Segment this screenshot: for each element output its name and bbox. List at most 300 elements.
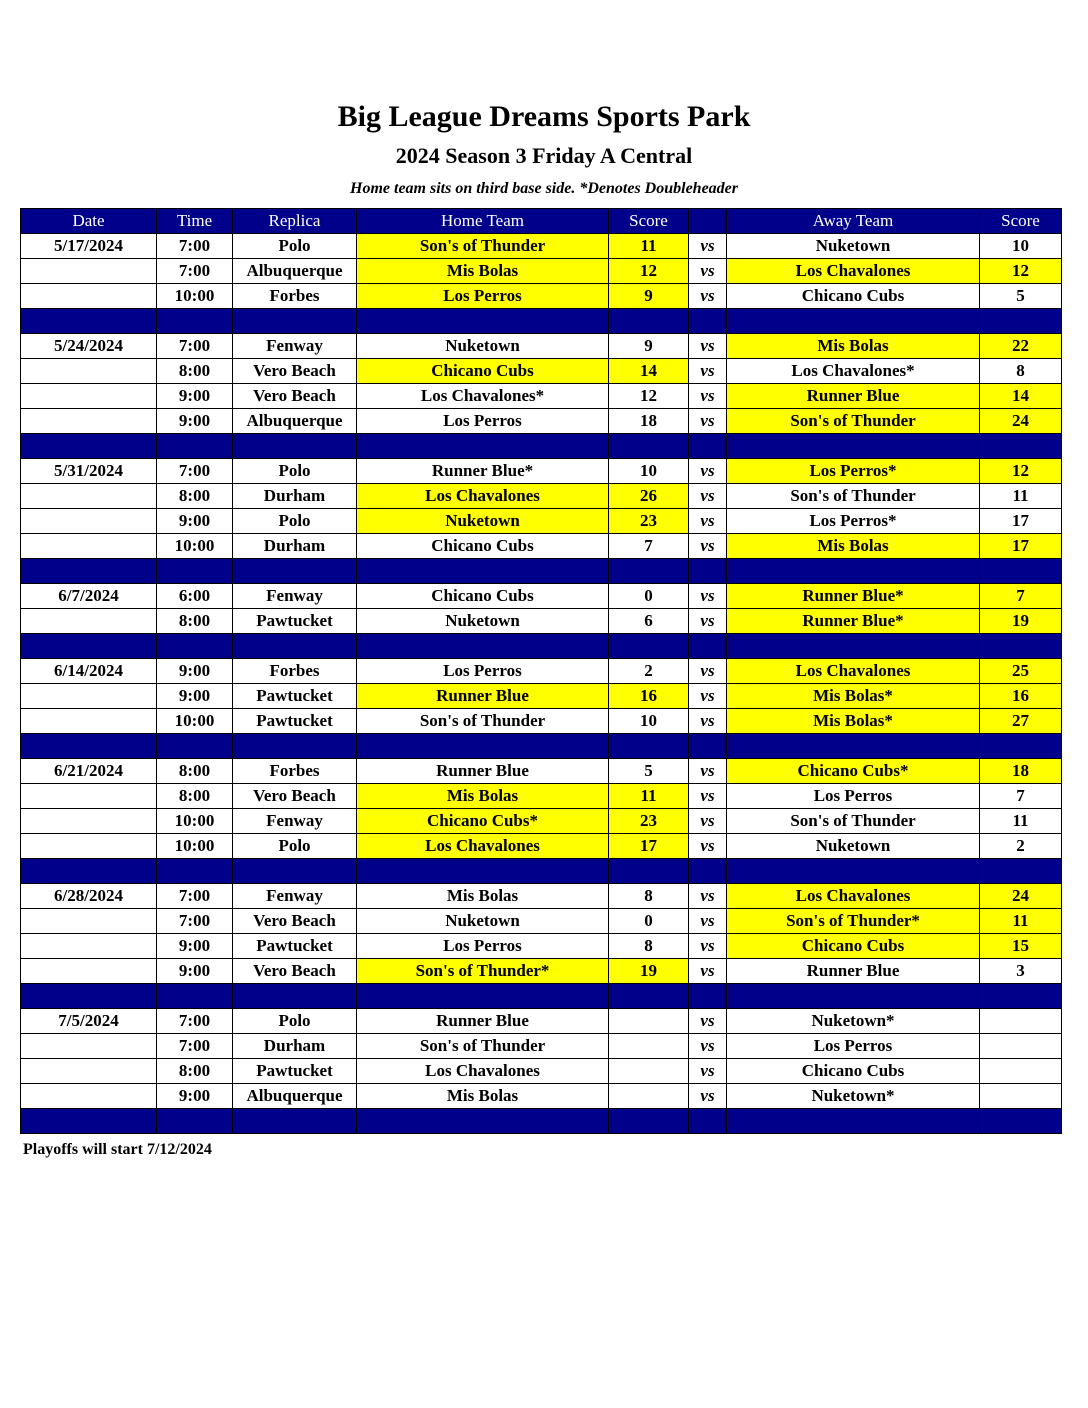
- col-home-score: Score: [609, 209, 689, 234]
- separator-cell: [157, 634, 233, 659]
- page-title: Big League Dreams Sports Park: [337, 100, 751, 133]
- home-score: [609, 1059, 689, 1084]
- game-time: 9:00: [157, 409, 233, 434]
- separator-cell: [233, 859, 357, 884]
- away-team: Los Chavalones: [727, 259, 980, 284]
- separator-cell: [21, 1109, 157, 1134]
- game-field: Polo: [233, 459, 357, 484]
- game-time: 7:00: [157, 459, 233, 484]
- away-score: 12: [980, 259, 1062, 284]
- game-field: Vero Beach: [233, 909, 357, 934]
- game-date: [21, 684, 157, 709]
- away-team: Nuketown: [727, 834, 980, 859]
- home-team: Chicano Cubs: [357, 534, 609, 559]
- versus: vs: [689, 384, 727, 409]
- separator-cell: [21, 634, 157, 659]
- away-team: Chicano Cubs*: [727, 759, 980, 784]
- away-team: Nuketown*: [727, 1084, 980, 1109]
- col-date: Date: [21, 209, 157, 234]
- versus: vs: [689, 584, 727, 609]
- game-time: 9:00: [157, 934, 233, 959]
- game-field: Pawtucket: [233, 709, 357, 734]
- versus: vs: [689, 459, 727, 484]
- versus: vs: [689, 809, 727, 834]
- home-score: 19: [609, 959, 689, 984]
- separator-cell: [980, 309, 1062, 334]
- separator-cell: [609, 1109, 689, 1134]
- game-date: 6/21/2024: [21, 759, 157, 784]
- versus: vs: [689, 884, 727, 909]
- table-row: [21, 909, 1062, 934]
- separator-cell: [357, 1109, 609, 1134]
- col-home-team: Home Team: [357, 209, 609, 234]
- versus: vs: [689, 259, 727, 284]
- game-time: 8:00: [157, 359, 233, 384]
- separator-cell: [21, 309, 157, 334]
- table-row: [21, 834, 1062, 859]
- home-team: Nuketown: [357, 909, 609, 934]
- away-team: Los Perros*: [727, 509, 980, 534]
- game-field: Forbes: [233, 284, 357, 309]
- game-date: 5/24/2024: [21, 334, 157, 359]
- game-field: Durham: [233, 484, 357, 509]
- versus: vs: [689, 1059, 727, 1084]
- separator-cell: [689, 309, 727, 334]
- game-field: Vero Beach: [233, 959, 357, 984]
- col-replica: Replica: [233, 209, 357, 234]
- away-team: Los Chavalones: [727, 884, 980, 909]
- away-team: Chicano Cubs: [727, 1059, 980, 1084]
- game-time: 6:00: [157, 584, 233, 609]
- separator-cell: [689, 434, 727, 459]
- versus: vs: [689, 1084, 727, 1109]
- home-score: 5: [609, 759, 689, 784]
- game-date: [21, 284, 157, 309]
- away-team: Son's of Thunder: [727, 484, 980, 509]
- home-score: 9: [609, 334, 689, 359]
- away-score: 16: [980, 684, 1062, 709]
- table-row: [21, 1009, 1062, 1034]
- table-row: [21, 334, 1062, 359]
- versus: vs: [689, 759, 727, 784]
- versus: vs: [689, 684, 727, 709]
- game-date: [21, 384, 157, 409]
- home-team: Son's of Thunder*: [357, 959, 609, 984]
- separator-cell: [233, 734, 357, 759]
- table-row: [21, 659, 1062, 684]
- away-score: 14: [980, 384, 1062, 409]
- table-row: [21, 684, 1062, 709]
- away-score: 24: [980, 884, 1062, 909]
- schedule-note: Home team sits on third base side. *Denotes Doubleheader: [350, 180, 738, 197]
- schedule-body: [21, 234, 1062, 1134]
- home-team: Mis Bolas: [357, 884, 609, 909]
- separator-cell: [21, 984, 157, 1009]
- week-separator: [21, 559, 1062, 584]
- separator-cell: [233, 984, 357, 1009]
- away-score: [980, 1034, 1062, 1059]
- game-time: 7:00: [157, 334, 233, 359]
- separator-cell: [980, 1109, 1062, 1134]
- home-team: Nuketown: [357, 334, 609, 359]
- away-score: 15: [980, 934, 1062, 959]
- away-score: 7: [980, 784, 1062, 809]
- game-time: 10:00: [157, 284, 233, 309]
- away-score: [980, 1009, 1062, 1034]
- game-field: Durham: [233, 534, 357, 559]
- home-team: Son's of Thunder: [357, 1034, 609, 1059]
- separator-cell: [727, 634, 980, 659]
- game-date: [21, 484, 157, 509]
- game-date: [21, 359, 157, 384]
- table-row: [21, 959, 1062, 984]
- game-date: [21, 909, 157, 934]
- game-time: 7:00: [157, 259, 233, 284]
- separator-cell: [357, 634, 609, 659]
- separator-cell: [727, 734, 980, 759]
- home-score: 10: [609, 459, 689, 484]
- home-team: Runner Blue: [357, 759, 609, 784]
- home-score: 16: [609, 684, 689, 709]
- home-team: Los Chavalones: [357, 484, 609, 509]
- versus: vs: [689, 234, 727, 259]
- away-score: [980, 1059, 1062, 1084]
- away-team: Chicano Cubs: [727, 934, 980, 959]
- game-field: Polo: [233, 834, 357, 859]
- game-date: [21, 1034, 157, 1059]
- game-time: 7:00: [157, 884, 233, 909]
- away-team: Los Chavalones*: [727, 359, 980, 384]
- away-team: Nuketown*: [727, 1009, 980, 1034]
- away-team: Los Chavalones: [727, 659, 980, 684]
- away-score: 5: [980, 284, 1062, 309]
- table-row: [21, 234, 1062, 259]
- home-score: 9: [609, 284, 689, 309]
- separator-cell: [357, 559, 609, 584]
- separator-cell: [689, 1109, 727, 1134]
- game-field: Durham: [233, 1034, 357, 1059]
- game-date: [21, 509, 157, 534]
- game-time: 9:00: [157, 659, 233, 684]
- versus: vs: [689, 909, 727, 934]
- home-team: Mis Bolas: [357, 784, 609, 809]
- game-field: Pawtucket: [233, 1059, 357, 1084]
- col-vs: [689, 209, 727, 234]
- home-score: 6: [609, 609, 689, 634]
- week-separator: [21, 734, 1062, 759]
- separator-cell: [609, 434, 689, 459]
- separator-cell: [609, 859, 689, 884]
- home-score: 2: [609, 659, 689, 684]
- game-field: Polo: [233, 509, 357, 534]
- away-score: 11: [980, 909, 1062, 934]
- home-score: 26: [609, 484, 689, 509]
- game-time: 7:00: [157, 234, 233, 259]
- game-time: 8:00: [157, 759, 233, 784]
- separator-cell: [157, 1109, 233, 1134]
- game-field: Albuquerque: [233, 259, 357, 284]
- versus: vs: [689, 1009, 727, 1034]
- away-team: Mis Bolas: [727, 534, 980, 559]
- away-team: Son's of Thunder: [727, 409, 980, 434]
- separator-cell: [21, 434, 157, 459]
- separator-cell: [689, 734, 727, 759]
- versus: vs: [689, 959, 727, 984]
- versus: vs: [689, 659, 727, 684]
- home-team: Los Chavalones*: [357, 384, 609, 409]
- away-team: Son's of Thunder*: [727, 909, 980, 934]
- separator-cell: [157, 559, 233, 584]
- home-team: Son's of Thunder: [357, 234, 609, 259]
- table-row: [21, 609, 1062, 634]
- game-field: Pawtucket: [233, 684, 357, 709]
- separator-cell: [157, 734, 233, 759]
- away-score: 17: [980, 509, 1062, 534]
- week-separator: [21, 1109, 1062, 1134]
- separator-cell: [233, 1109, 357, 1134]
- separator-cell: [233, 634, 357, 659]
- game-date: 6/14/2024: [21, 659, 157, 684]
- table-row: [21, 809, 1062, 834]
- game-time: 7:00: [157, 909, 233, 934]
- game-time: 8:00: [157, 784, 233, 809]
- separator-cell: [609, 309, 689, 334]
- game-time: 10:00: [157, 834, 233, 859]
- game-field: Albuquerque: [233, 1084, 357, 1109]
- versus: vs: [689, 509, 727, 534]
- home-team: Los Perros: [357, 934, 609, 959]
- game-date: [21, 959, 157, 984]
- game-time: 9:00: [157, 509, 233, 534]
- versus: vs: [689, 834, 727, 859]
- home-score: 12: [609, 384, 689, 409]
- away-score: 19: [980, 609, 1062, 634]
- table-row: [21, 709, 1062, 734]
- away-team: Runner Blue*: [727, 609, 980, 634]
- home-team: Los Perros: [357, 409, 609, 434]
- game-field: Vero Beach: [233, 384, 357, 409]
- away-team: Mis Bolas*: [727, 684, 980, 709]
- separator-cell: [157, 859, 233, 884]
- separator-cell: [21, 859, 157, 884]
- separator-cell: [233, 309, 357, 334]
- separator-cell: [689, 984, 727, 1009]
- away-team: Mis Bolas*: [727, 709, 980, 734]
- week-separator: [21, 859, 1062, 884]
- table-row: [21, 284, 1062, 309]
- home-team: Mis Bolas: [357, 259, 609, 284]
- table-row: [21, 1084, 1062, 1109]
- home-team: Chicano Cubs: [357, 359, 609, 384]
- separator-cell: [357, 734, 609, 759]
- away-team: Son's of Thunder: [727, 809, 980, 834]
- game-date: 6/28/2024: [21, 884, 157, 909]
- game-date: [21, 934, 157, 959]
- home-team: Los Chavalones: [357, 834, 609, 859]
- separator-cell: [727, 984, 980, 1009]
- home-score: 23: [609, 809, 689, 834]
- home-team: Runner Blue: [357, 1009, 609, 1034]
- game-field: Forbes: [233, 759, 357, 784]
- away-team: Los Perros*: [727, 459, 980, 484]
- week-separator: [21, 309, 1062, 334]
- home-score: [609, 1084, 689, 1109]
- game-field: Vero Beach: [233, 784, 357, 809]
- col-time: Time: [157, 209, 233, 234]
- table-row: [21, 509, 1062, 534]
- home-team: Chicano Cubs: [357, 584, 609, 609]
- game-date: [21, 834, 157, 859]
- versus: vs: [689, 334, 727, 359]
- separator-cell: [980, 734, 1062, 759]
- home-team: Son's of Thunder: [357, 709, 609, 734]
- game-time: 8:00: [157, 1059, 233, 1084]
- game-date: 6/7/2024: [21, 584, 157, 609]
- home-team: Nuketown: [357, 509, 609, 534]
- game-date: [21, 784, 157, 809]
- table-row: [21, 384, 1062, 409]
- separator-cell: [157, 984, 233, 1009]
- game-time: 10:00: [157, 709, 233, 734]
- home-score: 8: [609, 934, 689, 959]
- game-field: Fenway: [233, 584, 357, 609]
- away-score: 25: [980, 659, 1062, 684]
- separator-cell: [727, 559, 980, 584]
- home-team: Runner Blue*: [357, 459, 609, 484]
- separator-cell: [980, 859, 1062, 884]
- separator-cell: [727, 859, 980, 884]
- table-row: [21, 409, 1062, 434]
- game-date: [21, 1084, 157, 1109]
- away-score: 18: [980, 759, 1062, 784]
- separator-cell: [157, 309, 233, 334]
- versus: vs: [689, 409, 727, 434]
- game-field: Fenway: [233, 884, 357, 909]
- away-team: Runner Blue: [727, 384, 980, 409]
- away-team: Mis Bolas: [727, 334, 980, 359]
- away-score: 27: [980, 709, 1062, 734]
- game-date: [21, 534, 157, 559]
- playoffs-note: Playoffs will start 7/12/2024: [23, 1141, 212, 1158]
- home-score: 14: [609, 359, 689, 384]
- separator-cell: [980, 984, 1062, 1009]
- away-score: 11: [980, 484, 1062, 509]
- game-field: Vero Beach: [233, 359, 357, 384]
- separator-cell: [980, 434, 1062, 459]
- game-time: 9:00: [157, 684, 233, 709]
- game-time: 7:00: [157, 1009, 233, 1034]
- versus: vs: [689, 484, 727, 509]
- table-row: [21, 1059, 1062, 1084]
- game-field: Fenway: [233, 334, 357, 359]
- separator-cell: [21, 559, 157, 584]
- game-time: 9:00: [157, 384, 233, 409]
- game-time: 9:00: [157, 959, 233, 984]
- home-team: Runner Blue: [357, 684, 609, 709]
- game-date: [21, 709, 157, 734]
- table-row: [21, 759, 1062, 784]
- home-score: 17: [609, 834, 689, 859]
- away-score: 17: [980, 534, 1062, 559]
- home-team: Nuketown: [357, 609, 609, 634]
- table-row: [21, 259, 1062, 284]
- separator-cell: [689, 859, 727, 884]
- table-row: [21, 359, 1062, 384]
- separator-cell: [689, 634, 727, 659]
- separator-cell: [980, 559, 1062, 584]
- separator-cell: [727, 1109, 980, 1134]
- game-time: 8:00: [157, 609, 233, 634]
- separator-cell: [21, 734, 157, 759]
- week-separator: [21, 984, 1062, 1009]
- away-score: 22: [980, 334, 1062, 359]
- away-team: Nuketown: [727, 234, 980, 259]
- home-score: 23: [609, 509, 689, 534]
- separator-cell: [980, 634, 1062, 659]
- home-score: [609, 1009, 689, 1034]
- game-date: 7/5/2024: [21, 1009, 157, 1034]
- away-team: Runner Blue: [727, 959, 980, 984]
- separator-cell: [157, 434, 233, 459]
- away-score: [980, 1084, 1062, 1109]
- away-score: 2: [980, 834, 1062, 859]
- away-score: 12: [980, 459, 1062, 484]
- home-score: [609, 1034, 689, 1059]
- game-field: Polo: [233, 1009, 357, 1034]
- home-team: Chicano Cubs*: [357, 809, 609, 834]
- versus: vs: [689, 284, 727, 309]
- away-score: 11: [980, 809, 1062, 834]
- game-field: Albuquerque: [233, 409, 357, 434]
- away-score: 7: [980, 584, 1062, 609]
- home-score: 18: [609, 409, 689, 434]
- away-score: 8: [980, 359, 1062, 384]
- table-row: [21, 784, 1062, 809]
- game-date: [21, 609, 157, 634]
- home-score: 8: [609, 884, 689, 909]
- table-row: [21, 884, 1062, 909]
- versus: vs: [689, 534, 727, 559]
- table-row: [21, 1034, 1062, 1059]
- home-score: 0: [609, 584, 689, 609]
- table-row: [21, 484, 1062, 509]
- table-row: [21, 459, 1062, 484]
- game-date: [21, 409, 157, 434]
- table-row: [21, 934, 1062, 959]
- home-team: Los Perros: [357, 284, 609, 309]
- game-date: [21, 1059, 157, 1084]
- home-score: 11: [609, 784, 689, 809]
- separator-cell: [609, 734, 689, 759]
- game-time: 10:00: [157, 809, 233, 834]
- page-subtitle: 2024 Season 3 Friday A Central: [395, 143, 693, 168]
- separator-cell: [357, 984, 609, 1009]
- home-score: 10: [609, 709, 689, 734]
- game-field: Polo: [233, 234, 357, 259]
- versus: vs: [689, 359, 727, 384]
- home-score: 0: [609, 909, 689, 934]
- game-field: Forbes: [233, 659, 357, 684]
- separator-cell: [609, 634, 689, 659]
- game-field: Fenway: [233, 809, 357, 834]
- versus: vs: [689, 1034, 727, 1059]
- separator-cell: [357, 434, 609, 459]
- versus: vs: [689, 934, 727, 959]
- game-time: 7:00: [157, 1034, 233, 1059]
- game-time: 9:00: [157, 1084, 233, 1109]
- week-separator: [21, 434, 1062, 459]
- away-team: Runner Blue*: [727, 584, 980, 609]
